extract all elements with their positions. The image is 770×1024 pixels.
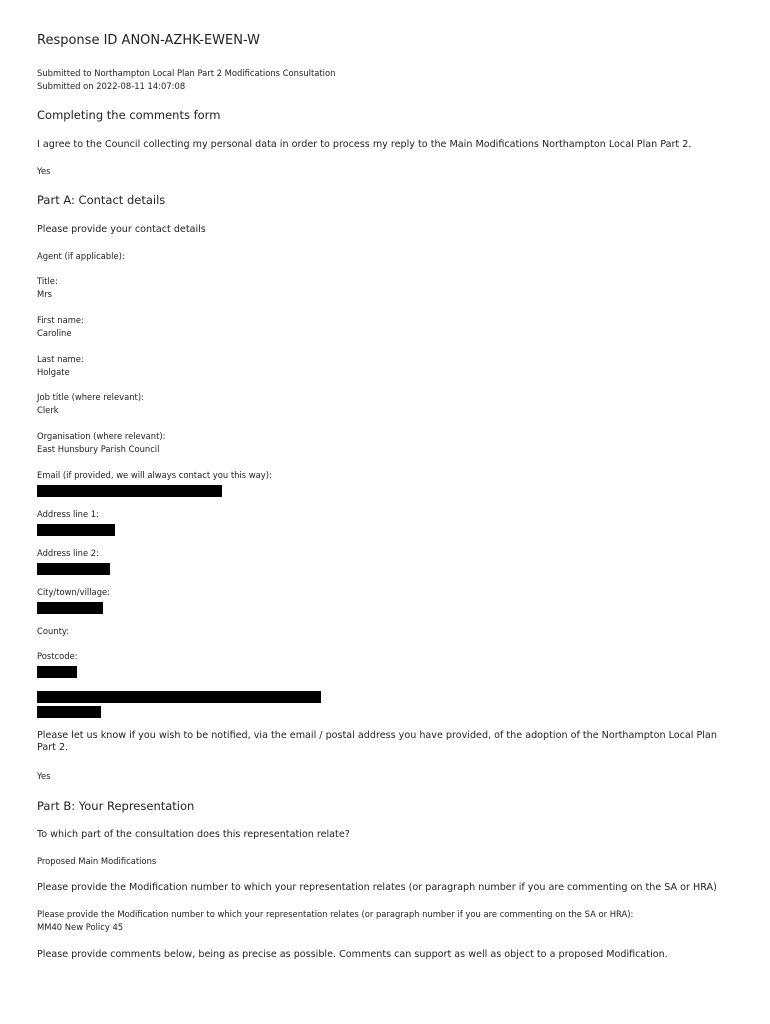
postcode-redaction <box>37 666 77 678</box>
modification-label: Please provide the Modification number to which your representation relates (or paragraph number if you are commenting on the SA or HRA): <box>37 909 634 919</box>
notify-question: Please let us know if you wish to be notified, via the email / postal address you have provided, of the adoption of the Northampton Local Plan Part 2. <box>37 730 717 753</box>
redaction-bar-short <box>37 706 101 718</box>
title-label: Title: <box>37 276 58 286</box>
address2-redaction <box>37 563 110 575</box>
last-name-value: Holgate <box>37 367 70 377</box>
job-title-value: Clerk <box>37 405 59 415</box>
email-redaction <box>37 485 222 497</box>
city-redaction <box>37 602 103 614</box>
organisation-label: Organisation (where relevant): <box>37 431 166 441</box>
heading-part-b: Part B: Your Representation <box>37 799 195 813</box>
county-label: County: <box>37 626 70 636</box>
contact-intro: Please provide your contact details <box>37 224 206 235</box>
modification-value: MM40 New Policy 45 <box>37 922 124 932</box>
comments-question: Please provide comments below, being as precise as possible. Comments can support as well as object to a proposed Modification. <box>37 949 668 960</box>
heading-part-a: Part A: Contact details <box>37 193 166 207</box>
title-value: Mrs <box>37 289 53 299</box>
modification-question: Please provide the Modification number to which your representation relates (or paragraph number if you are commenting on the SA or HRA) <box>37 882 717 893</box>
notify-answer: Yes <box>37 771 51 781</box>
city-label: City/town/village: <box>37 587 110 597</box>
heading-completing-form: Completing the comments form <box>37 108 221 122</box>
agent-label: Agent (if applicable): <box>37 251 125 261</box>
submitted-on: Submitted on 2022-08-11 14:07:08 <box>37 81 186 91</box>
address2-label: Address line 2: <box>37 548 99 558</box>
consent-answer: Yes <box>37 166 51 176</box>
address1-label: Address line 1: <box>37 509 99 519</box>
job-title-label: Job title (where relevant): <box>37 392 144 402</box>
part-question: To which part of the consultation does this representation relate? <box>37 829 350 840</box>
postcode-label: Postcode: <box>37 651 78 661</box>
address1-redaction <box>37 524 115 536</box>
last-name-label: Last name: <box>37 354 84 364</box>
redaction-bar-long <box>37 691 321 703</box>
submitted-to: Submitted to Northampton Local Plan Part 2 Modifications Consultation <box>37 68 336 78</box>
first-name-value: Caroline <box>37 328 72 338</box>
organisation-value: East Hunsbury Parish Council <box>37 444 160 454</box>
email-label: Email (if provided, we will always contact you this way): <box>37 470 272 480</box>
part-answer: Proposed Main Modifications <box>37 856 157 866</box>
response-id-title: Response ID ANON-AZHK-EWEN-W <box>37 33 260 48</box>
first-name-label: First name: <box>37 315 84 325</box>
consent-question: I agree to the Council collecting my personal data in order to process my reply to the Main Modifications Northampton Local Plan Part 2. <box>37 139 692 150</box>
